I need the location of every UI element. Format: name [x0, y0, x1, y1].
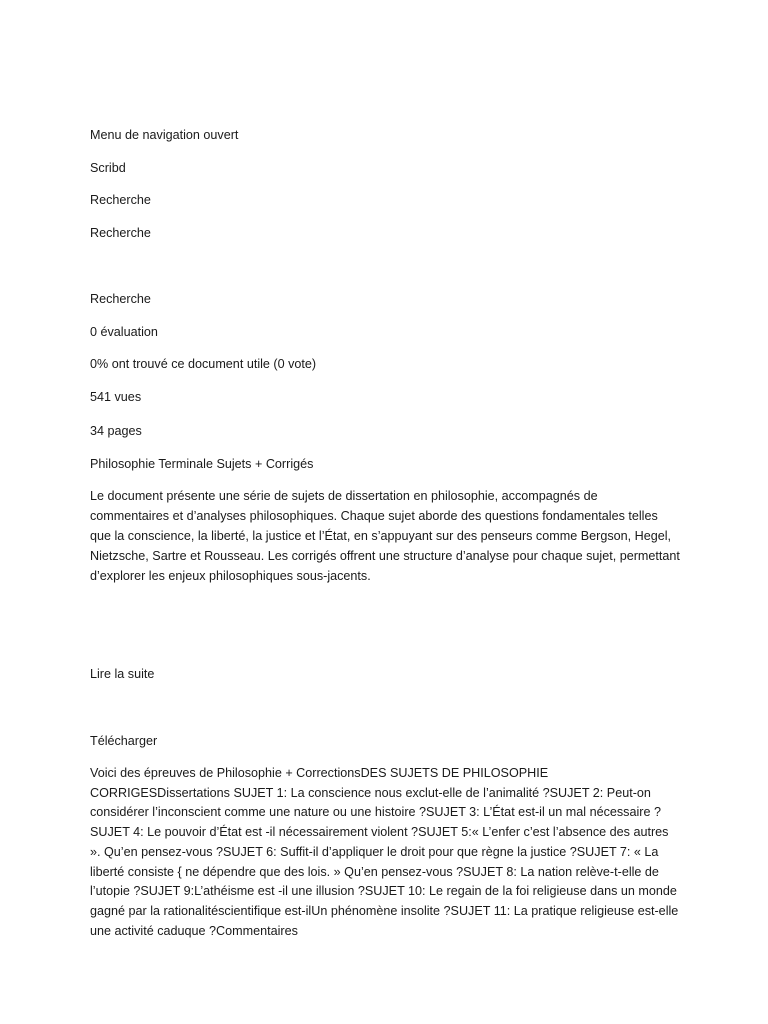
read-more-label[interactable]: Lire la suite	[90, 667, 155, 681]
useful-stat: 0% ont trouvé ce document utile (0 vote)	[90, 357, 317, 371]
search-link-1[interactable]	[90, 192, 151, 208]
document-description: Le document présente une série de sujets de dissertation en philosophie, accompagnés de commentaires et d’analyses philosophiques. Chaque sujet aborde des questions fondamentales telles que la conscience, la liberté, la justice et l’État, en s’appuyant sur des penseurs comme Bergson, Hegel, Nietzsche, Sartre et Rousseau. Les corrigés offrent une structure d’analyse pour chaque sujet, permettant d’explorer les enjeux philosophiques sous-jacents.	[90, 489, 680, 583]
document-title: Philosophie Terminale Sujets + Corrigés	[90, 457, 314, 471]
rating-count: 0 évaluation	[90, 325, 158, 339]
read-more-link[interactable]	[90, 666, 154, 682]
document-content: Voici des épreuves de Philosophie + CorrectionsDES SUJETS DE PHILOSOPHIE CORRIGESDissertations SUJET 1: La conscience nous exclut-elle de l’animalité ?SUJET 2: Peut-on considérer l’inconscient comme une nature ou une histoire ?SUJET 3: L’État est-il un mal nécessaire ?SUJET 4: Le pouvoir d’État est -il nécessairement violent ?SUJET 5:« L’enfer c’est l’absence des autres ». Qu’en pensez-vous ?SUJET 6: Suffit-il d’appliquer le droit pour que règne la justice ?SUJET 7: « La liberté consiste { ne dépendre que des lois. » Qu’en pensez-vous ?SUJET 8: La nation relève-t-elle de l’utopie ?SUJET 9:L’athéisme est -il une illusion ?SUJET 10: Le regain de la foi religieuse dans un monde gagné par la rationalitéscientifique est-ilUn phénomène insolite ?SUJET 11: La pratique religieuse est-elle une activité caduque ?Commentaires	[90, 766, 679, 938]
search-link-2[interactable]	[90, 225, 151, 241]
search-link-3[interactable]	[90, 291, 151, 307]
search-label-1[interactable]: Recherche	[90, 193, 151, 207]
view-count: 541 vues	[90, 390, 142, 404]
menu-toggle-link[interactable]	[90, 127, 238, 143]
download-label[interactable]: Télécharger	[90, 734, 158, 748]
page-count: 34 pages	[90, 424, 142, 438]
brand-link[interactable]	[90, 160, 126, 176]
search-label-2[interactable]: Recherche	[90, 226, 151, 240]
menu-toggle-label[interactable]: Menu de navigation ouvert	[90, 128, 239, 142]
download-link[interactable]	[90, 733, 157, 749]
brand-label[interactable]: Scribd	[90, 161, 126, 175]
search-label-3[interactable]: Recherche	[90, 292, 151, 306]
